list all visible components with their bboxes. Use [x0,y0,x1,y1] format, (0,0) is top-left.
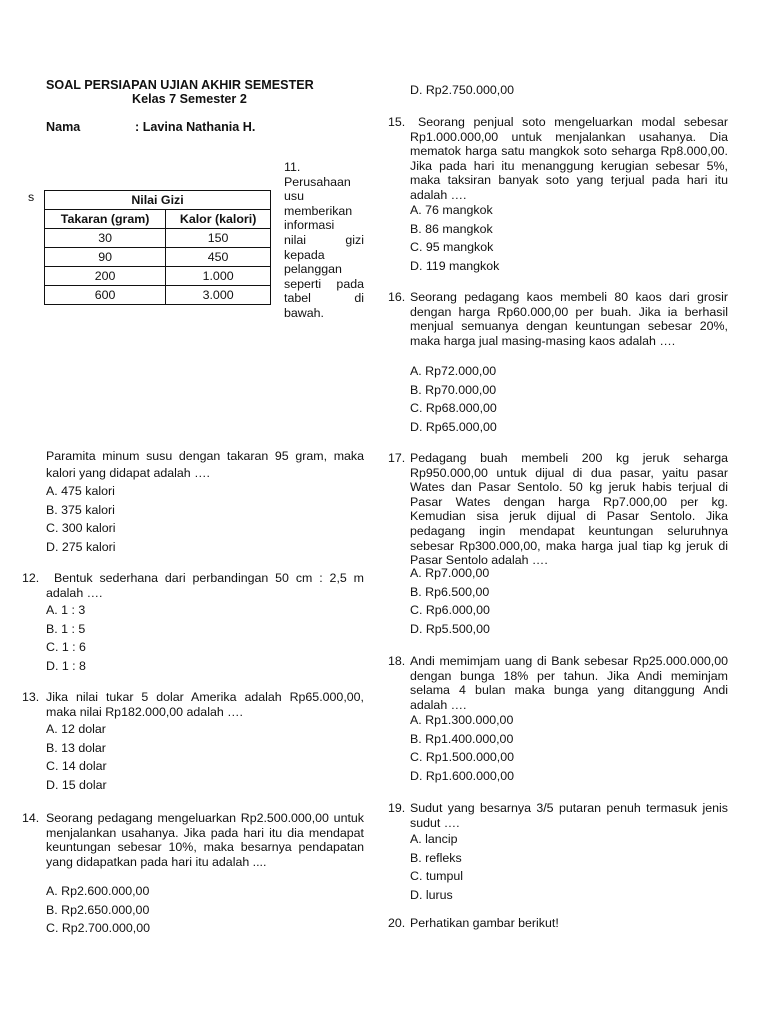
q11-stem: Paramita minum susu dengan takaran 95 gram, maka kalori yang didapat adalah …. [46,449,364,480]
answer-option[interactable]: A. lancip [410,832,458,846]
q18-options [410,711,514,785]
table-row [45,286,271,305]
nutrition-table [44,190,271,305]
exam-subtitle: Kelas 7 Semester 2 [132,92,247,106]
side-line: usu [284,189,304,204]
answer-option[interactable]: C. Rp6.000,00 [410,603,490,618]
answer-option[interactable]: B. refleks [410,850,462,865]
table-header: Takaran (gram) [45,210,166,229]
table-cell: 1.000 [166,267,271,286]
side-line: memberikan [284,203,353,218]
side-line: nilai gizi [284,232,364,247]
table-row [45,248,271,267]
answer-option[interactable]: C. Rp1.500.000,00 [410,750,515,765]
answer-option[interactable]: C. 95 mangkok [410,240,494,255]
q13-number: 13. [22,690,40,704]
answer-option[interactable]: B. 375 kalori [46,502,115,517]
answer-option[interactable]: C. tumpul [410,869,464,884]
answer-option[interactable]: D. 1 : 8 [46,658,86,673]
side-line: Perusahaan [284,174,351,189]
q16-number: 16. [388,290,406,304]
q15-number: 15. [388,115,406,129]
q11-options [46,482,116,556]
q19-options [410,830,463,904]
answer-option[interactable]: C. Rp68.000,00 [410,401,497,416]
q14-options-right [410,81,514,100]
answer-option[interactable]: D. Rp2.750.000,00 [410,83,515,97]
answer-option[interactable]: A. Rp2.600.000,00 [46,884,150,898]
stray-mark: s [28,190,35,204]
answer-option[interactable]: B. Rp70.000,00 [410,382,497,397]
q14-stem: Seorang pedagang mengeluarkan Rp2.500.000,00 untuk menjalankan usahanya. Jika pada hari itu dia mendapat keuntungan sebesar 10%, maka besarnya pendapatan yang didapatkan pada hari itu adalah .... [46,811,364,869]
answer-option[interactable]: A. 12 dolar [46,722,106,736]
q12-stem: Bentuk sederhana dari perbandingan 50 cm : 2,5 m adalah …. [46,571,364,600]
answer-option[interactable]: D. 119 mangkok [410,258,500,273]
answer-option[interactable]: A. Rp1.300.000,00 [410,713,514,727]
side-line: informasi [284,218,335,233]
answer-option[interactable]: B. Rp2.650.000,00 [46,902,150,917]
q19-number: 19. [388,801,406,815]
answer-option[interactable]: A. Rp7.000,00 [410,566,490,580]
table-header: Kalor (kalori) [166,210,271,229]
table-cell: 200 [45,267,166,286]
table-title: Nilai Gizi [45,191,271,210]
answer-option[interactable]: C. 14 dolar [46,759,107,774]
q18-stem: Andi memimjam uang di Bank sebesar Rp25.000.000,00 dengan bunga 18% per tahun. Jika Andi meminjam selama 4 bulan maka bunga yang ditanggung Andi adalah …. [410,654,728,712]
side-line: pelanggan [284,262,342,277]
answer-option[interactable]: B. Rp6.500,00 [410,584,490,599]
table-cell: 3.000 [166,286,271,305]
q14-options-left [46,882,150,938]
table-cell: 450 [166,248,271,267]
answer-option[interactable]: C. Rp2.700.000,00 [46,921,151,936]
exam-title: SOAL PERSIAPAN UJIAN AKHIR SEMESTER [46,78,314,92]
answer-option[interactable]: D. lurus [410,887,453,902]
side-line: seperti pada [284,276,364,291]
answer-option[interactable]: D. Rp5.500,00 [410,621,490,636]
q13-options [46,720,107,794]
q15-stem: Seorang penjual soto mengeluarkan modal sebesar Rp1.000.000,00 untuk menjalankan usahanya. Dia mematok harga satu mangkok soto seharga Rp8.000,00. Jika pada hari itu menanggung kerugian sebesar 5%, maka taksiran banyak soto yang terjual pada hari itu adalah …. [410,115,728,202]
answer-option[interactable]: D. Rp1.600.000,00 [410,768,515,783]
answer-option[interactable]: B. 1 : 5 [46,621,86,636]
q17-options [410,564,490,638]
name-label: Nama [46,120,81,134]
side-line: tabel di [284,291,364,306]
answer-option[interactable]: D. 275 kalori [46,539,116,554]
answer-option[interactable]: B. 86 mangkok [410,221,493,236]
answer-option[interactable]: B. 13 dolar [46,740,106,755]
q20-number: 20. [388,916,406,930]
table-row [45,267,271,286]
q16-stem: Seorang pedagang kaos membeli 80 kaos dari grosir dengan harga Rp60.000,00 per buah. Jika ia berhasil menjual semuanya dengan keuntungan sebesar 20%, maka harga jual masing-masing kaos adalah …. [410,290,728,348]
q12-number: 12. [22,571,40,585]
q20-stem: Perhatikan gambar berikut! [410,916,559,930]
q17-number: 17. [388,451,406,465]
q12-options [46,601,86,675]
table-cell: 30 [45,229,166,248]
answer-option[interactable]: C. 300 kalori [46,521,116,536]
name-value: : Lavina Nathania H. [135,120,256,134]
q17-stem: Pedagang buah membeli 200 kg jeruk seharga Rp950.000,00 untuk dijual di dua pasar, yaitu pasar Wates dan Pasar Sentolo. 50 kg jeruk habis terjual di Pasar Wates dengan harga Rp7.000,00 per kg. Kemudian sisa jeruk dijual di Pasar Sentolo. Jika pedagang ingin mendapat keuntungan seluruhnya sebesar Rp300.000,00, maka harga jual tiap kg jeruk di Pasar Sentolo adalah …. [410,451,728,568]
table-row [45,229,271,248]
answer-option[interactable]: C. 1 : 6 [46,640,86,655]
answer-option[interactable]: A. Rp72.000,00 [410,364,497,378]
answer-option[interactable]: D. Rp65.000,00 [410,419,497,434]
question-number: 11. [284,160,301,174]
side-line: bawah. [284,305,324,320]
q15-options [410,201,499,275]
answer-option[interactable]: A. 76 mangkok [410,203,493,217]
q16-options [410,362,497,436]
answer-option[interactable]: B. Rp1.400.000,00 [410,731,514,746]
q14-number: 14. [22,811,40,825]
answer-option[interactable]: A. 1 : 3 [46,603,86,617]
table-cell: 90 [45,248,166,267]
q18-number: 18. [388,654,406,668]
answer-option[interactable]: D. 15 dolar [46,777,107,792]
q11-side-text [284,160,364,321]
side-line: kepada [284,247,325,262]
q13-stem: Jika nilai tukar 5 dolar Amerika adalah Rp65.000,00, maka nilai Rp182.000,00 adalah …. [46,690,364,719]
table-cell: 150 [166,229,271,248]
table-cell: 600 [45,286,166,305]
q19-stem: Sudut yang besarnya 3/5 putaran penuh termasuk jenis sudut …. [410,801,728,830]
answer-option[interactable]: A. 475 kalori [46,484,115,498]
